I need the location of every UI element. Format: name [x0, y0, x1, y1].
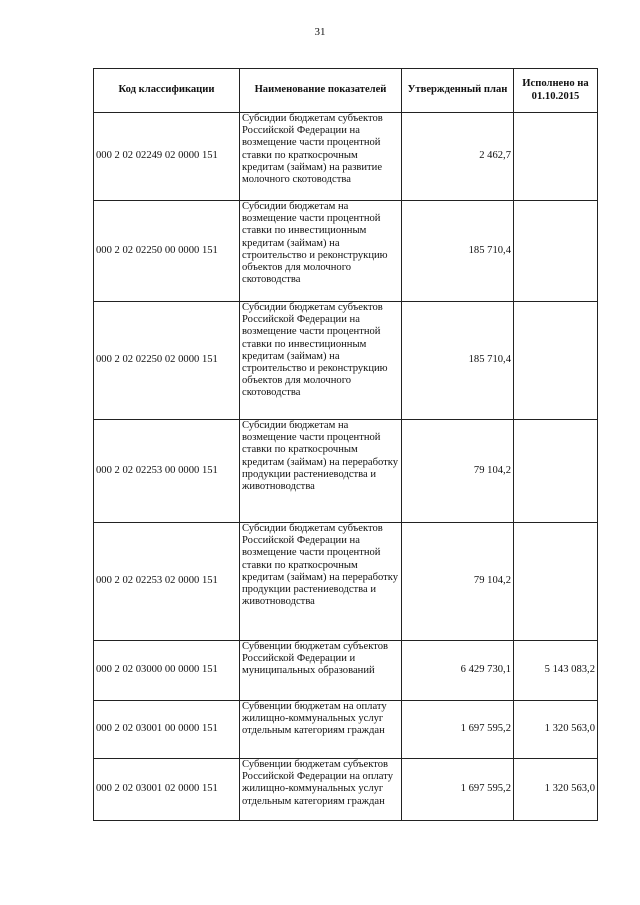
row-plan: 1 697 595,2 [402, 759, 514, 821]
table-row [94, 641, 598, 701]
row-plan: 79 104,2 [402, 420, 514, 523]
budget-execution-table [93, 68, 598, 821]
row-name: Субвенции бюджетам на оплату жилищно-коммунальных услуг отдельным категориям граждан [240, 701, 402, 759]
row-executed [514, 523, 598, 641]
row-plan: 6 429 730,1 [402, 641, 514, 701]
row-code: 000 2 02 02250 02 0000 151 [94, 302, 240, 420]
row-code: 000 2 02 03001 02 0000 151 [94, 759, 240, 821]
row-plan: 185 710,4 [402, 201, 514, 302]
row-code: 000 2 02 03001 00 0000 151 [94, 701, 240, 759]
row-executed: 1 320 563,0 [514, 759, 598, 821]
table-row [94, 420, 598, 523]
table-row [94, 201, 598, 302]
row-code: 000 2 02 03000 00 0000 151 [94, 641, 240, 701]
row-executed: 1 320 563,0 [514, 701, 598, 759]
row-executed [514, 113, 598, 201]
table-row [94, 523, 598, 641]
row-name: Субсидии бюджетам субъектов Российской Федерации на возмещение части процентной ставки по краткосрочным кредитам (займам) на переработку продукции растениеводства и животноводства [240, 523, 402, 641]
row-code: 000 2 02 02253 00 0000 151 [94, 420, 240, 523]
row-executed [514, 302, 598, 420]
row-plan: 185 710,4 [402, 302, 514, 420]
row-name: Субсидии бюджетам на возмещение части процентной ставки по инвестиционным кредитам (займам) на строительство и реконструкцию объектов для молочного скотоводства [240, 201, 402, 302]
row-plan: 1 697 595,2 [402, 701, 514, 759]
header-code: Код классификации [94, 69, 240, 113]
table-row [94, 113, 598, 201]
row-plan: 79 104,2 [402, 523, 514, 641]
row-plan: 2 462,7 [402, 113, 514, 201]
row-name: Субвенции бюджетам субъектов Российской Федерации и муниципальных образований [240, 641, 402, 701]
table-row [94, 302, 598, 420]
table-row [94, 701, 598, 759]
row-code: 000 2 02 02250 00 0000 151 [94, 201, 240, 302]
row-executed: 5 143 083,2 [514, 641, 598, 701]
table-row [94, 759, 598, 821]
header-executed: Исполнено на 01.10.2015 [514, 69, 598, 113]
row-executed [514, 420, 598, 523]
table-header-row [94, 69, 598, 113]
row-name: Субсидии бюджетам субъектов Российской Федерации на возмещение части процентной ставки по инвестиционным кредитам (займам) на строительство и реконструкцию объектов для молочного скотоводства [240, 302, 402, 420]
row-name: Субсидии бюджетам на возмещение части процентной ставки по краткосрочным кредитам (займам) на переработку продукции растениеводства и животноводства [240, 420, 402, 523]
row-name: Субсидии бюджетам субъектов Российской Федерации на возмещение части процентной ставки по краткосрочным кредитам (займам) на развитие молочного скотоводства [240, 113, 402, 201]
header-name: Наименование показателей [240, 69, 402, 113]
row-name: Субвенции бюджетам субъектов Российской Федерации на оплату жилищно-коммунальных услуг отдельным категориям граждан [240, 759, 402, 821]
page-number: 31 [314, 26, 326, 38]
row-executed [514, 201, 598, 302]
row-code: 000 2 02 02249 02 0000 151 [94, 113, 240, 201]
header-plan: Утвержденный план [402, 69, 514, 113]
row-code: 000 2 02 02253 02 0000 151 [94, 523, 240, 641]
